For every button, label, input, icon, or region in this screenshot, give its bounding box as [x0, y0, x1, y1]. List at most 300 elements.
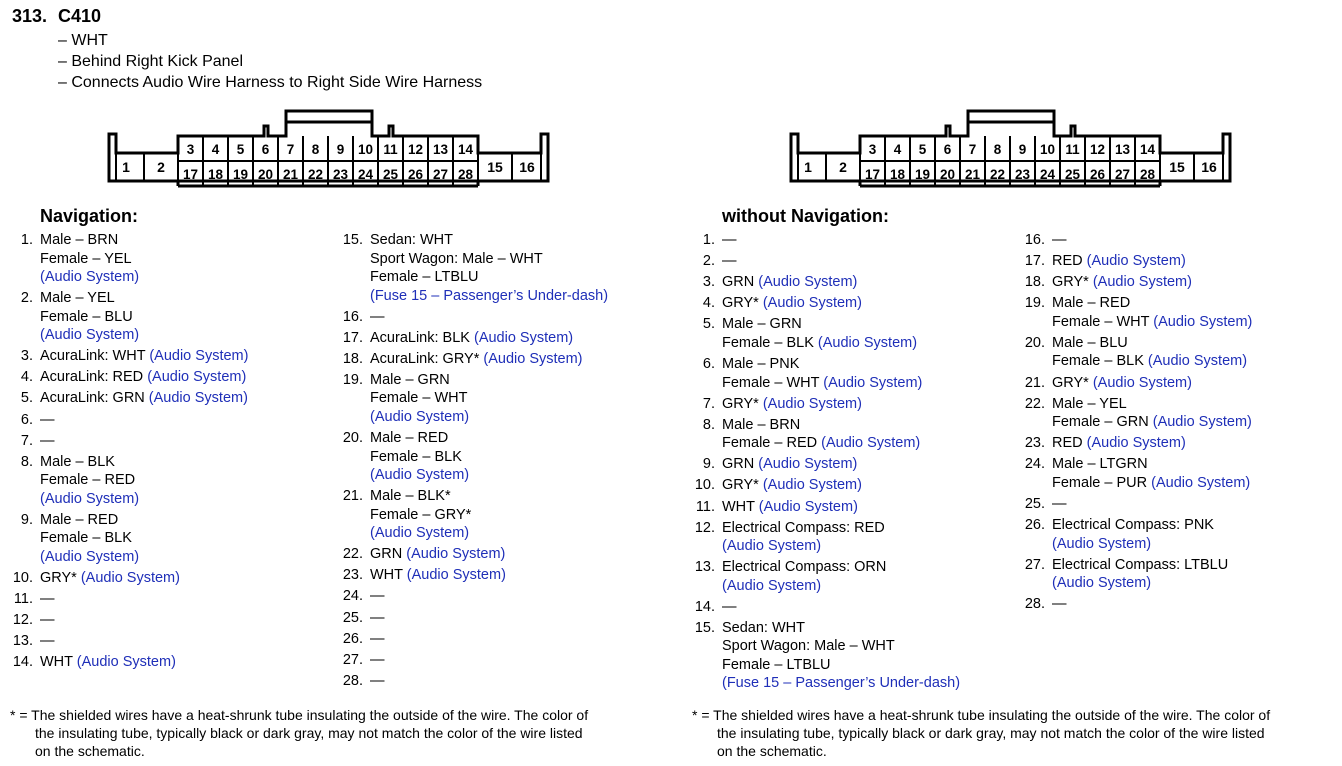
pin-description [1052, 574, 1151, 593]
pin-label: 28 [457, 167, 474, 182]
wire-color: Female – BLK [1052, 353, 1148, 370]
pin-label: 17 [864, 167, 881, 182]
pin-description [722, 637, 895, 656]
pin-number: 16. [1024, 232, 1045, 248]
pin-number: 5. [702, 316, 715, 333]
pin-description [722, 294, 862, 313]
footnote-line: * = The shielded wires have a heat-shrunk tube insulating the outside of the wire. The color of [692, 707, 1271, 723]
wire-color: Male – YEL [1052, 395, 1127, 412]
circuit-link[interactable]: (Audio System) [823, 374, 923, 391]
pin-description [1052, 313, 1252, 332]
pin-description [370, 566, 506, 585]
circuit-link[interactable]: (Audio System) [722, 538, 822, 555]
connector-code: C410 [58, 6, 102, 26]
pin-description [722, 252, 737, 271]
pin-description [370, 672, 385, 691]
pin-number: 21. [342, 488, 363, 505]
wire-color: — [370, 588, 385, 605]
pin-number: 27. [342, 651, 363, 668]
pin-number: 7. [20, 432, 33, 449]
wire-color: GRN [370, 546, 407, 563]
wire-color: — [370, 308, 385, 325]
wire-color: GRY* [722, 477, 763, 494]
pin-description [370, 609, 385, 628]
wire-color: Male – BRN [722, 416, 801, 433]
wire-color: Electrical Compass: ORN [722, 559, 887, 576]
pin-description [370, 250, 543, 269]
pin-label: 13 [432, 142, 449, 157]
pin-number: 1. [702, 232, 715, 248]
pin-label: 8 [311, 142, 320, 157]
wire-color: — [40, 612, 55, 629]
pin-number: 8. [20, 453, 33, 470]
wire-color: Female – WHT [370, 390, 468, 407]
circuit-link[interactable]: (Audio System) [762, 395, 862, 412]
pin-description [370, 651, 385, 670]
wire-color: AcuraLink: RED [40, 369, 148, 386]
circuit-link[interactable]: (Audio System) [1092, 274, 1192, 291]
pin-number: 12. [694, 519, 715, 536]
wire-color: GRN [722, 456, 759, 473]
footnote-navigation [10, 706, 670, 760]
pin-label: 6 [943, 142, 952, 157]
wire-color: GRY* [722, 295, 763, 312]
wire-color: Male – LTGRN [1052, 456, 1148, 473]
pin-description [722, 374, 922, 393]
pin-number: 12. [12, 612, 33, 629]
wire-color: GRY* [1052, 374, 1093, 391]
pin-label: 24 [357, 167, 374, 182]
pin-number: 9. [20, 511, 33, 528]
pin-label: 23 [332, 167, 349, 182]
circuit-link[interactable]: (Audio System) [80, 569, 180, 586]
pin-description [1052, 413, 1252, 432]
pin-description [722, 416, 800, 435]
circuit-link[interactable]: (Audio System) [483, 350, 583, 367]
pin-number: 10. [694, 477, 715, 494]
wire-color: Female – BLU [40, 308, 133, 325]
pin-label: 27 [1114, 167, 1131, 182]
wire-color: Male – RED [1052, 295, 1131, 312]
pin-label: 7 [968, 142, 977, 157]
wire-color: AcuraLink: BLK [370, 329, 474, 346]
pin-label: 22 [307, 167, 324, 182]
wire-color: RED [1052, 253, 1087, 270]
wire-color: Female – BLK [722, 334, 818, 351]
pin-description [370, 545, 505, 564]
pin-number: 20. [1024, 334, 1045, 351]
wire-color: AcuraLink: GRY* [370, 350, 484, 367]
circuit-link[interactable]: (Audio System) [1153, 313, 1253, 330]
circuit-link[interactable]: (Audio System) [821, 435, 921, 452]
wire-color: Female – GRN [1052, 414, 1153, 431]
pin-label: 9 [1018, 142, 1027, 157]
pin-label: 11 [383, 142, 398, 157]
circuit-link[interactable]: (Audio System) [758, 456, 858, 473]
connector-color-line: – WHT [58, 32, 108, 49]
wire-color: WHT [722, 498, 759, 515]
pin-number: 20. [342, 430, 363, 446]
wire-color: Male – GRN [722, 316, 802, 333]
circuit-link[interactable]: (Audio System) [370, 525, 470, 542]
wire-color: WHT [370, 567, 407, 584]
wire-color: — [1052, 495, 1067, 512]
pin-number: 28. [1024, 596, 1045, 613]
pin-label: 23 [1014, 167, 1031, 182]
pin-description [1052, 252, 1186, 271]
pin-number: 3. [702, 274, 715, 291]
wire-color: — [40, 633, 55, 650]
circuit-link[interactable]: (Fuse 15 – Passenger’s Under-dash) [370, 287, 609, 304]
pin-number: 21. [1024, 374, 1045, 391]
pin-number: 17. [1024, 253, 1045, 270]
wire-color: Female – LTBLU [722, 656, 831, 673]
wire-color: Male – GRN [370, 371, 450, 388]
wire-color: Electrical Compass: LTBLU [1052, 556, 1229, 573]
wire-color: — [40, 411, 55, 428]
pin-description [40, 250, 132, 269]
pin-description [722, 558, 886, 577]
pin-label: 10 [357, 142, 374, 157]
pin-number: 28. [342, 672, 363, 689]
wire-color: — [722, 232, 737, 248]
pin-number: 26. [1024, 517, 1045, 533]
pin-description [722, 519, 885, 538]
pin-description [722, 231, 737, 250]
pin-label: 25 [1064, 167, 1081, 182]
circuit-link[interactable]: (Audio System) [762, 295, 862, 312]
pin-label: 25 [382, 167, 399, 182]
circuit-link[interactable]: (Audio System) [1052, 535, 1152, 552]
wire-color: Sport Wagon: Male – WHT [722, 638, 895, 655]
pin-number: 27. [1024, 556, 1045, 573]
pin-number: 1. [20, 232, 33, 248]
wire-color: — [370, 609, 385, 626]
wire-color: AcuraLink: GRN [40, 390, 149, 407]
pin-description [40, 368, 246, 387]
pin-description [40, 389, 248, 408]
pin-description [370, 268, 479, 287]
wire-color: Male – YEL [40, 290, 115, 307]
pin-description [370, 448, 462, 467]
pin-description [370, 329, 573, 348]
pin-description [370, 487, 451, 506]
pin-description [1052, 535, 1151, 554]
wire-color: Electrical Compass: RED [722, 519, 885, 536]
pin-description [1052, 231, 1067, 250]
pin-number: 18. [342, 350, 363, 367]
circuit-link[interactable]: (Audio System) [1152, 414, 1252, 431]
pin-description [722, 434, 920, 453]
pin-description [722, 537, 821, 556]
pin-description [722, 334, 917, 353]
pin-number: 8. [702, 416, 715, 433]
circuit-link[interactable]: (Audio System) [149, 348, 249, 365]
pin-description [370, 466, 469, 485]
pin-label: 4 [211, 142, 220, 157]
pin-description [40, 611, 55, 630]
pin-label: 7 [286, 142, 295, 157]
circuit-link[interactable]: (Audio System) [40, 327, 140, 344]
pin-label: 27 [432, 167, 449, 182]
wire-color: Male – BRN [40, 232, 119, 248]
wire-color: Female – BLK [370, 448, 462, 465]
pin-number: 14. [12, 654, 33, 671]
pin-description [40, 432, 55, 451]
wire-color: Male – BLU [1052, 334, 1128, 351]
circuit-link[interactable]: (Audio System) [1052, 575, 1152, 592]
pin-description [40, 308, 133, 327]
pin-number: 9. [702, 456, 715, 473]
footnote-line: on the schematic. [35, 743, 145, 759]
circuit-link[interactable]: (Audio System) [722, 577, 822, 594]
wire-color: Female – GRY* [370, 506, 472, 523]
wire-color: Female – WHT [722, 374, 824, 391]
pin-label: 3 [868, 142, 877, 157]
footnote-line: on the schematic. [717, 743, 827, 759]
pin-label: 3 [186, 142, 195, 157]
pin-description [40, 511, 118, 530]
pin-label: 1 [122, 159, 130, 175]
wire-color: Female – RED [722, 435, 822, 452]
wire-color: Male – BLK* [370, 488, 451, 505]
pin-description [40, 231, 118, 250]
pin-number: 16. [342, 308, 363, 325]
wire-color: — [1052, 596, 1067, 613]
wire-color: Sedan: WHT [722, 619, 805, 636]
connector-diagram-without-navigation [788, 108, 1238, 192]
wire-color: GRY* [722, 395, 763, 412]
pin-number: 4. [702, 295, 715, 312]
pin-number: 24. [342, 588, 363, 605]
pin-description [722, 315, 802, 334]
circuit-link[interactable]: (Audio System) [758, 498, 858, 515]
wire-color: — [370, 672, 385, 689]
wire-color: — [40, 591, 55, 607]
pin-number: 6. [20, 411, 33, 428]
wire-color: Female – RED [40, 472, 136, 489]
circuit-link[interactable]: (Audio System) [406, 567, 506, 584]
pin-label: 2 [839, 159, 847, 175]
pin-description [722, 395, 862, 414]
pin-description [370, 231, 453, 250]
pin-description [40, 326, 139, 345]
pin-label: 26 [1089, 167, 1106, 182]
circuit-link[interactable]: (Audio System) [40, 269, 140, 285]
pin-label: 15 [1169, 159, 1185, 175]
pin-description [722, 355, 799, 374]
circuit-link[interactable]: (Audio System) [1092, 374, 1192, 391]
pin-description [1052, 395, 1127, 414]
pin-label: 14 [1139, 142, 1156, 157]
pin-number: 2. [702, 253, 715, 270]
pin-number: 15. [694, 619, 715, 636]
pin-label: 10 [1039, 142, 1056, 157]
section-number: 313. [12, 6, 48, 26]
circuit-link[interactable]: (Fuse 15 – Passenger’s Under-dash) [722, 675, 961, 692]
wire-color: Female – LTBLU [370, 269, 479, 285]
circuit-link[interactable]: (Audio System) [40, 490, 140, 507]
pin-number: 5. [20, 390, 33, 407]
pin-number: 3. [20, 348, 33, 365]
pin-label: 16 [519, 159, 535, 175]
pin-number: 17. [342, 329, 363, 346]
wire-color: Female – BLK [40, 530, 132, 547]
pin-number: 11. [13, 591, 33, 607]
pin-number: 25. [1024, 495, 1045, 512]
pin-number: 13. [694, 559, 715, 576]
circuit-link[interactable]: (Audio System) [1086, 435, 1186, 452]
circuit-link[interactable]: (Audio System) [758, 274, 858, 291]
wire-color: — [1052, 232, 1067, 248]
pin-description [40, 653, 176, 672]
pin-description [1052, 516, 1214, 535]
wire-color: — [370, 630, 385, 647]
pin-description [1052, 352, 1247, 371]
pin-description [722, 455, 857, 474]
pin-label: 14 [457, 142, 474, 157]
pin-label: 4 [893, 142, 902, 157]
pin-description [40, 632, 55, 651]
pin-label: 28 [1139, 167, 1156, 182]
pin-number: 25. [342, 609, 363, 626]
pin-label: 18 [889, 167, 906, 182]
pin-description [722, 656, 831, 675]
circuit-link[interactable]: (Audio System) [40, 548, 140, 565]
wire-color: Male – RED [370, 430, 449, 446]
wire-color: GRY* [40, 569, 81, 586]
wire-color: Female – YEL [40, 250, 132, 267]
wire-color: GRY* [1052, 274, 1093, 291]
pin-description [40, 471, 135, 490]
pin-label: 12 [1089, 142, 1106, 157]
pin-number: 23. [342, 567, 363, 584]
without-navigation-title: without Navigation: [722, 206, 889, 226]
pin-description [370, 429, 448, 448]
footnote-line: * = The shielded wires have a heat-shrunk tube insulating the outside of the wire. The color of [10, 707, 589, 723]
pin-description [40, 548, 139, 567]
pin-label: 26 [407, 167, 424, 182]
circuit-link[interactable]: (Audio System) [1086, 253, 1186, 270]
pin-description [722, 577, 821, 596]
pin-description [370, 371, 450, 390]
pin-description [40, 529, 132, 548]
pin-description [722, 598, 737, 617]
pin-label: 5 [918, 142, 927, 157]
pin-label: 21 [964, 167, 981, 182]
wire-color: — [722, 253, 737, 270]
pin-description [40, 289, 115, 308]
circuit-link[interactable]: (Audio System) [148, 390, 248, 407]
pin-number: 14. [694, 598, 715, 615]
pin-description [40, 590, 55, 609]
wire-color: Female – PUR [1052, 474, 1152, 491]
pin-description [370, 308, 385, 327]
pin-description [370, 350, 583, 369]
pin-description [1052, 556, 1228, 575]
pin-description [370, 524, 469, 543]
pin-description [1052, 273, 1192, 292]
circuit-link[interactable]: (Audio System) [370, 408, 470, 425]
pin-number: 19. [342, 371, 363, 388]
circuit-link[interactable]: (Audio System) [370, 467, 470, 483]
pin-description [40, 490, 139, 509]
pin-description [370, 587, 385, 606]
wire-color: — [370, 651, 385, 668]
circuit-link[interactable]: (Audio System) [817, 334, 918, 351]
circuit-link[interactable]: (Audio System) [1151, 474, 1251, 491]
pin-label: 15 [487, 159, 503, 175]
pin-label: 18 [207, 167, 224, 182]
wire-color: Male – BLK [40, 453, 115, 470]
pin-description [1052, 374, 1192, 393]
wire-color: Sedan: WHT [370, 232, 453, 248]
pin-label: 17 [182, 167, 199, 182]
pin-label: 1 [804, 159, 812, 175]
pin-label: 20 [939, 167, 956, 182]
pin-number: 11. [695, 498, 715, 515]
pin-description [370, 408, 469, 427]
wire-color: Male – PNK [722, 356, 800, 372]
pin-label: 20 [257, 167, 274, 182]
pin-label: 11 [1065, 142, 1080, 157]
pin-description [40, 569, 180, 588]
pin-number: 10. [12, 569, 33, 586]
wire-color: GRN [722, 274, 759, 291]
pin-number: 7. [702, 395, 715, 412]
wire-color: Female – WHT [1052, 313, 1154, 330]
pin-label: 22 [989, 167, 1006, 182]
pin-description [1052, 474, 1250, 493]
wire-color: — [722, 598, 737, 615]
pin-number: 24. [1024, 456, 1045, 473]
footnote-without-navigation [692, 706, 1337, 760]
circuit-link[interactable]: (Audio System) [406, 546, 506, 563]
circuit-link[interactable]: (Audio System) [1147, 353, 1248, 370]
pin-description [1052, 455, 1148, 474]
pin-description [722, 674, 960, 693]
circuit-link[interactable]: (Audio System) [762, 477, 862, 494]
pin-description [722, 498, 858, 517]
wire-color: Electrical Compass: PNK [1052, 517, 1214, 533]
pin-number: 18. [1024, 274, 1045, 291]
circuit-link[interactable]: (Audio System) [76, 654, 176, 671]
pin-description [1052, 495, 1067, 514]
pin-description [40, 453, 115, 472]
pin-description [40, 268, 139, 287]
circuit-link[interactable]: (Audio System) [473, 329, 574, 346]
wire-color: Male – RED [40, 511, 119, 528]
pin-description [40, 347, 248, 366]
connector-diagram-navigation [106, 108, 556, 192]
pin-description [1052, 334, 1128, 353]
connector-connects-line: – Connects Audio Wire Harness to Right Side Wire Harness [58, 74, 483, 91]
circuit-link[interactable]: (Audio System) [147, 369, 247, 386]
pin-description [722, 273, 857, 292]
pin-number: 23. [1024, 435, 1045, 452]
pin-label: 16 [1201, 159, 1217, 175]
footnote-line: the insulating tube, typically black or dark gray, may not match the color of the wire listed [717, 725, 1265, 741]
pin-number: 22. [342, 546, 363, 563]
pin-number: 6. [702, 356, 715, 372]
pin-label: 24 [1039, 167, 1056, 182]
pin-label: 19 [232, 167, 249, 182]
pin-description [370, 287, 608, 306]
pin-number: 19. [1024, 295, 1045, 312]
wire-color: RED [1052, 435, 1087, 452]
pin-description [1052, 294, 1130, 313]
pin-description [722, 619, 805, 638]
